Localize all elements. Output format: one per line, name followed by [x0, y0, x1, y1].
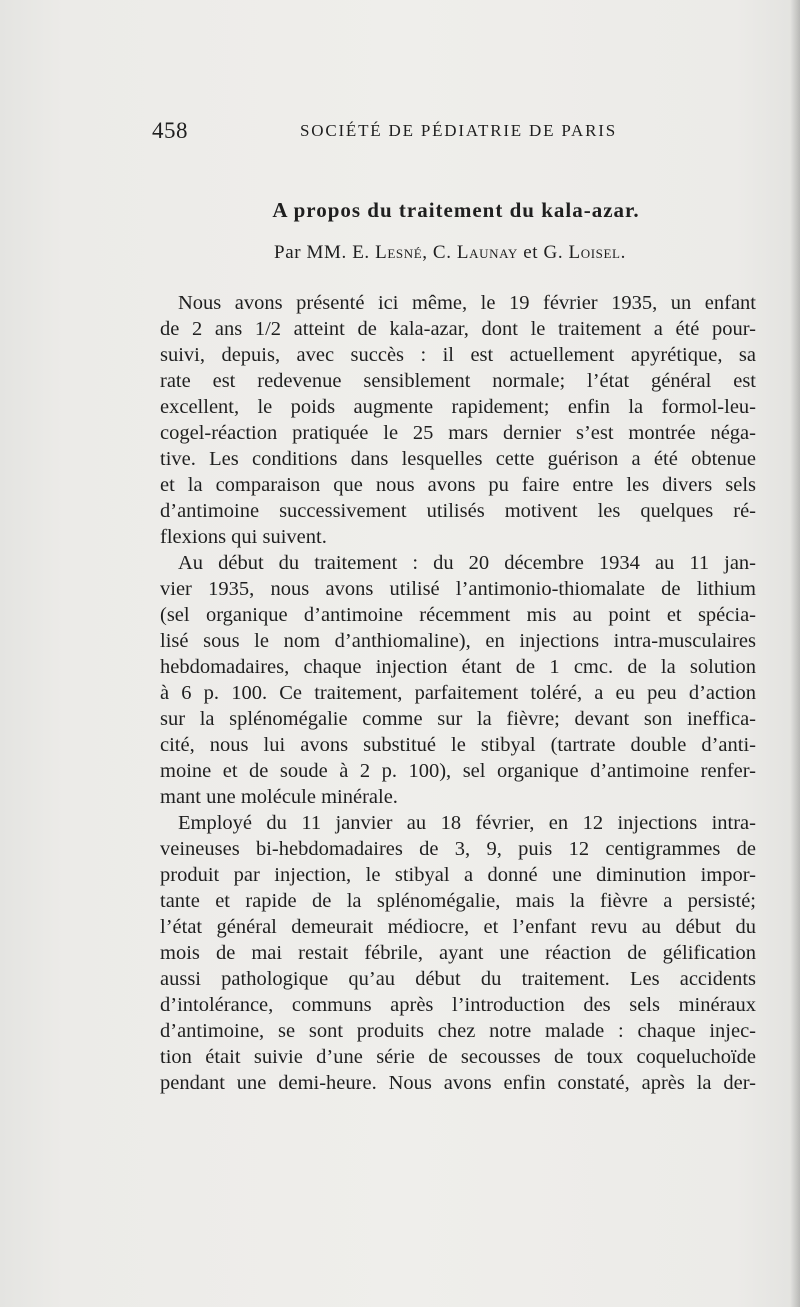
text-line: mant une molécule minérale. [160, 786, 398, 808]
author-line [0, 242, 800, 264]
text-line: cogel-réaction pratiquée le 25 mars dernier s’est montrée néga- [160, 422, 756, 444]
text-line: à 6 p. 100. Ce traitement, parfaitement toléré, a eu peu d’action [160, 682, 756, 704]
text-line: l’état général demeurait médiocre, et l’enfant revu au début du [160, 916, 756, 938]
author-prefix: Par MM. E. [274, 242, 376, 263]
text-line: rate est redevenue sensiblement normale; l’état général est [160, 370, 756, 392]
text-line: d’antimoine successivement utilisés motivent les quelques ré- [160, 500, 756, 522]
running-head [152, 118, 617, 148]
text-line: aussi pathologique qu’au début du traitement. Les accidents [160, 968, 756, 990]
text-line: d’intolérance, communs après l’introduction des sels minéraux [160, 994, 756, 1016]
text-line: suivi, depuis, avec succès : il est actuellement apyrétique, sa [160, 344, 756, 366]
author-end: . [620, 242, 626, 263]
text-line: lisé sous le nom d’anthiomaline), en injections intra-musculaires [160, 630, 756, 652]
text-line: produit par injection, le stibyal a donné une diminution impor- [160, 864, 756, 886]
text-line: vier 1935, nous avons utilisé l’antimonio-thiomalate de lithium [160, 578, 756, 600]
page-number: 458 [152, 118, 188, 143]
journal-title: SOCIÉTÉ DE PÉDIATRIE DE PARIS [300, 121, 617, 140]
text-line: pendant une demi-heure. Nous avons enfin constaté, après la der- [160, 1072, 756, 1094]
article-body [160, 290, 756, 1096]
text-line: d’antimoine, se sont produits chez notre malade : chaque injec- [160, 1020, 756, 1042]
author-name-launay: Launay [456, 242, 518, 263]
author-name-loisel: Loisel [568, 242, 621, 263]
text-line: flexions qui suivent. [160, 526, 327, 548]
text-line: tante et rapide de la splénomégalie, mais la fièvre a persisté; [160, 890, 756, 912]
text-line: de 2 ans 1/2 atteint de kala-azar, dont le traitement a été pour- [160, 318, 756, 340]
text-line: Nous avons présenté ici même, le 19 février 1935, un enfant [178, 292, 756, 314]
text-line: moine et de soude à 2 p. 100), sel organique d’antimoine renfer- [160, 760, 756, 782]
text-line: et la comparaison que nous avons pu faire entre les divers sels [160, 474, 756, 496]
text-line: Employé du 11 janvier au 18 février, en 12 injections intra- [178, 812, 756, 834]
text-line: sur la splénomégalie comme sur la fièvre; devant son ineffica- [160, 708, 756, 730]
text-line: Au début du traitement : du 20 décembre 1934 au 11 jan- [178, 552, 756, 574]
author-separator: et G. [517, 242, 569, 263]
author-separator: , C. [422, 242, 457, 263]
article-title: A propos du traitement du kala-azar. [272, 198, 640, 222]
text-line: cité, nous lui avons substitué le stibyal (tartrate double d’anti- [160, 734, 756, 756]
text-line: (sel organique d’antimoine récemment mis au point et spécia- [160, 604, 756, 626]
author-name-lesne: Lesné [375, 242, 423, 263]
text-line: tion était suivie d’une série de secousses de toux coqueluchoïde [160, 1046, 756, 1068]
text-line: mois de mai restait fébrile, ayant une réaction de gélification [160, 942, 756, 964]
text-line: veineuses bi-hebdomadaires de 3, 9, puis 12 centigrammes de [160, 838, 756, 860]
text-line: tive. Les conditions dans lesquelles cette guérison a été obtenue [160, 448, 756, 470]
text-line: hebdomadaires, chaque injection étant de 1 cmc. de la solution [160, 656, 756, 678]
page-edge-shadow [790, 0, 800, 1307]
text-line: excellent, le poids augmente rapidement; enfin la formol-leu- [160, 396, 756, 418]
